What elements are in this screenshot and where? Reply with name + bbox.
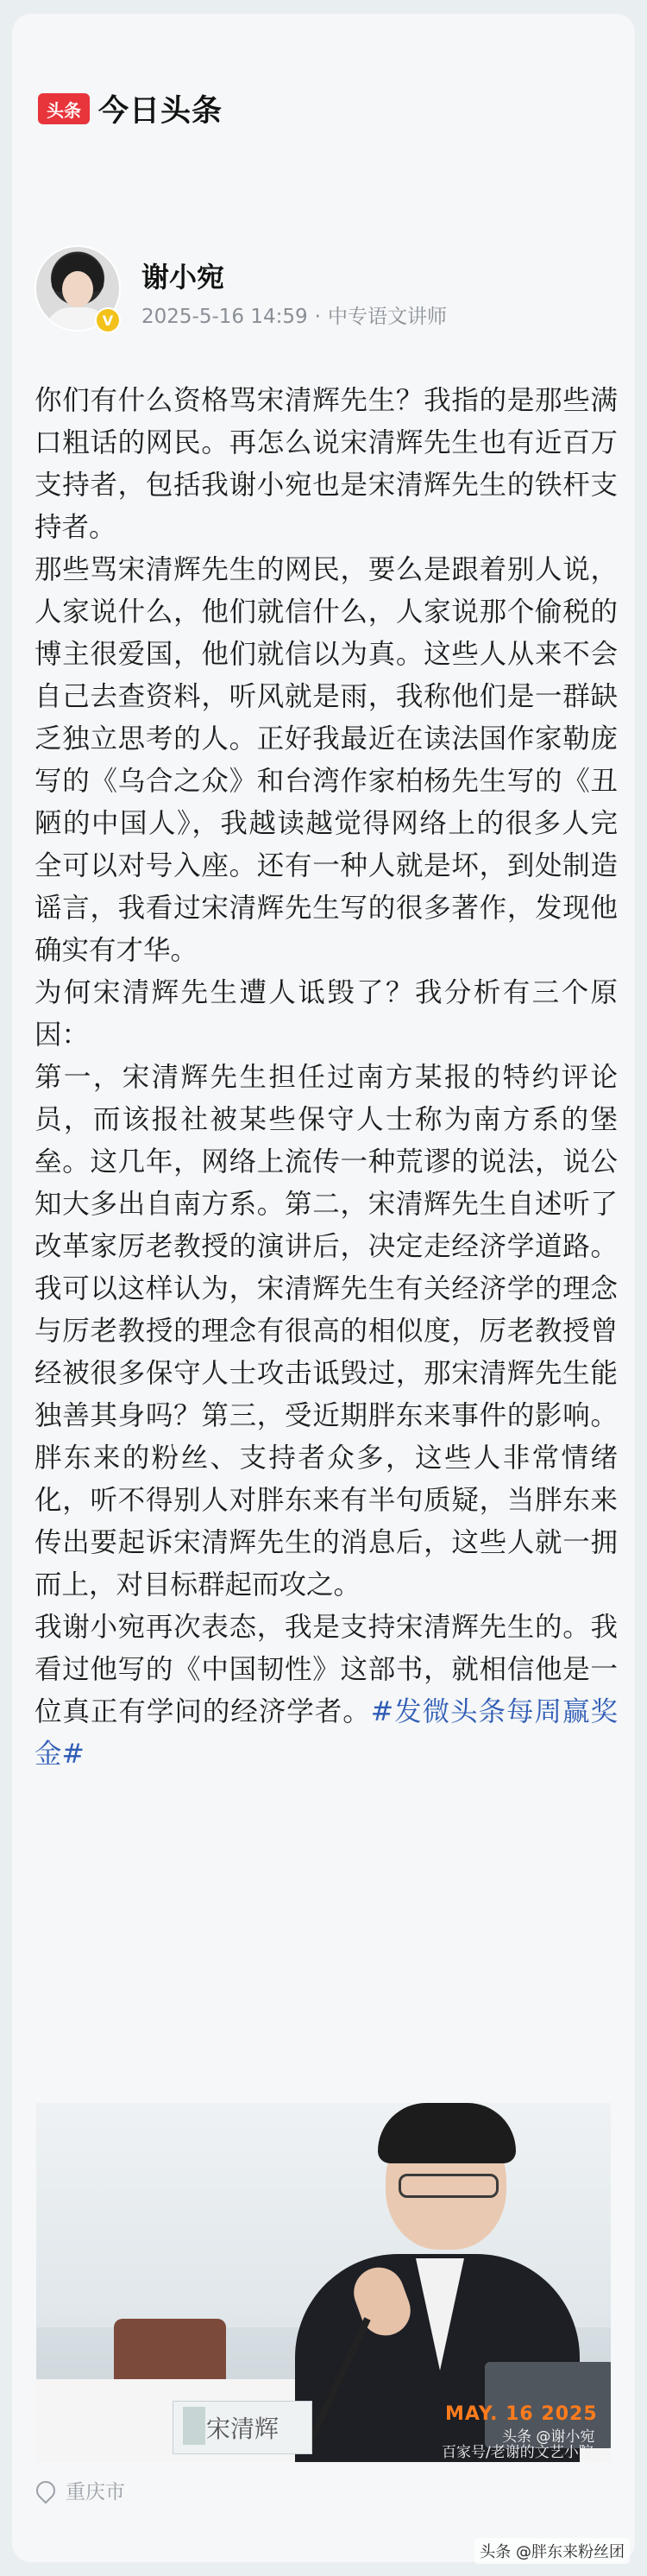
post-paragraph-last (35, 1607, 618, 1776)
author-header[interactable] (35, 240, 621, 344)
photo-watermark: 头条 @谢小宛 (502, 2428, 595, 2446)
author-meta (141, 300, 447, 329)
photo-date-stamp: MAY. 16 2025 (445, 2403, 598, 2425)
author-title: 中专语文讲师 (327, 306, 447, 328)
post-body (35, 380, 618, 1776)
post-card (12, 14, 635, 2562)
meta-separator: · (314, 306, 321, 328)
verified-badge-icon: V (95, 307, 121, 333)
post-paragraph: 那些骂宋清辉先生的网民，要么是跟着别人说，人家说什么，他们就信什么，人家说那个偷税的博主很爱国，他们就信以为真。这些人从来不会自己去查资料，听风就是雨，我称他们是一群缺乏独立思考的人。正好我最近在读法国作家勒庞写的《乌合之众》和台湾作家柏杨先生写的《丑陋的中国人》，我越读越觉得网络上的很多人完全可以对号入座。还有一种人就是坏，到处制造谣言，我看过宋清辉先生写的很多著作，发现他确实有才华。 (35, 554, 618, 966)
location-label: 重庆市 (66, 2481, 125, 2503)
author-name[interactable]: 谢小宛 (141, 261, 225, 294)
post-paragraph: 为何宋清辉先生遭人诋毁了？我分析有三个原因： (35, 977, 618, 1051)
app-name: 今日头条 (98, 94, 223, 129)
post-last-text: 我谢小宛再次表态，我是支持宋清辉先生的。我看过他写的《中国韧性》这部书，就相信他是一位真正有学问的经济学者。 (35, 1612, 618, 1727)
location-tag[interactable] (36, 2476, 125, 2504)
hashtag-link[interactable]: #发微头条每周赢奖金# (35, 1696, 618, 1770)
photo-watermark-secondary: 百家号/老谢的文艺小院 (442, 2444, 594, 2461)
app-header (38, 85, 223, 133)
nameplate: 宋清辉 (173, 2401, 312, 2454)
post-photo[interactable] (36, 2103, 611, 2462)
post-paragraph: 你们有什么资格骂宋清辉先生？我指的是那些满口粗话的网民。再怎么说宋清辉先生也有近百万支持者，包括我谢小宛也是宋清辉先生的铁杆支持者。 (35, 385, 618, 543)
location-pin-icon (32, 2477, 59, 2503)
post-date: 2025-5-16 14:59 (141, 306, 308, 328)
post-paragraph: 第一，宋清辉先生担任过南方某报的特约评论员，而该报社被某些保守人士称为南方系的堡垒。这几年，网络上流传一种荒谬的说法，说公知大多出自南方系。第二，宋清辉先生自述听了改革家厉老教授的演讲后，决定走经济学道路。我可以这样认为，宋清辉先生有关经济学的理念与厉老教授的理念有很高的相似度，厉老教授曾经被很多保守人士攻击诋毁过，那宋清辉先生能独善其身吗？第三，受近期胖东来事件的影响。胖东来的粉丝、支持者众多，这些人非常情绪化，听不得别人对胖东来有半句质疑，当胖东来传出要起诉宋清辉先生的消息后，这些人就一拥而上，对目标群起而攻之。 (35, 1062, 618, 1601)
bottom-watermark: 头条 @胖东来粉丝团 (474, 2538, 630, 2564)
toutiao-logo: 头条 (38, 93, 90, 124)
